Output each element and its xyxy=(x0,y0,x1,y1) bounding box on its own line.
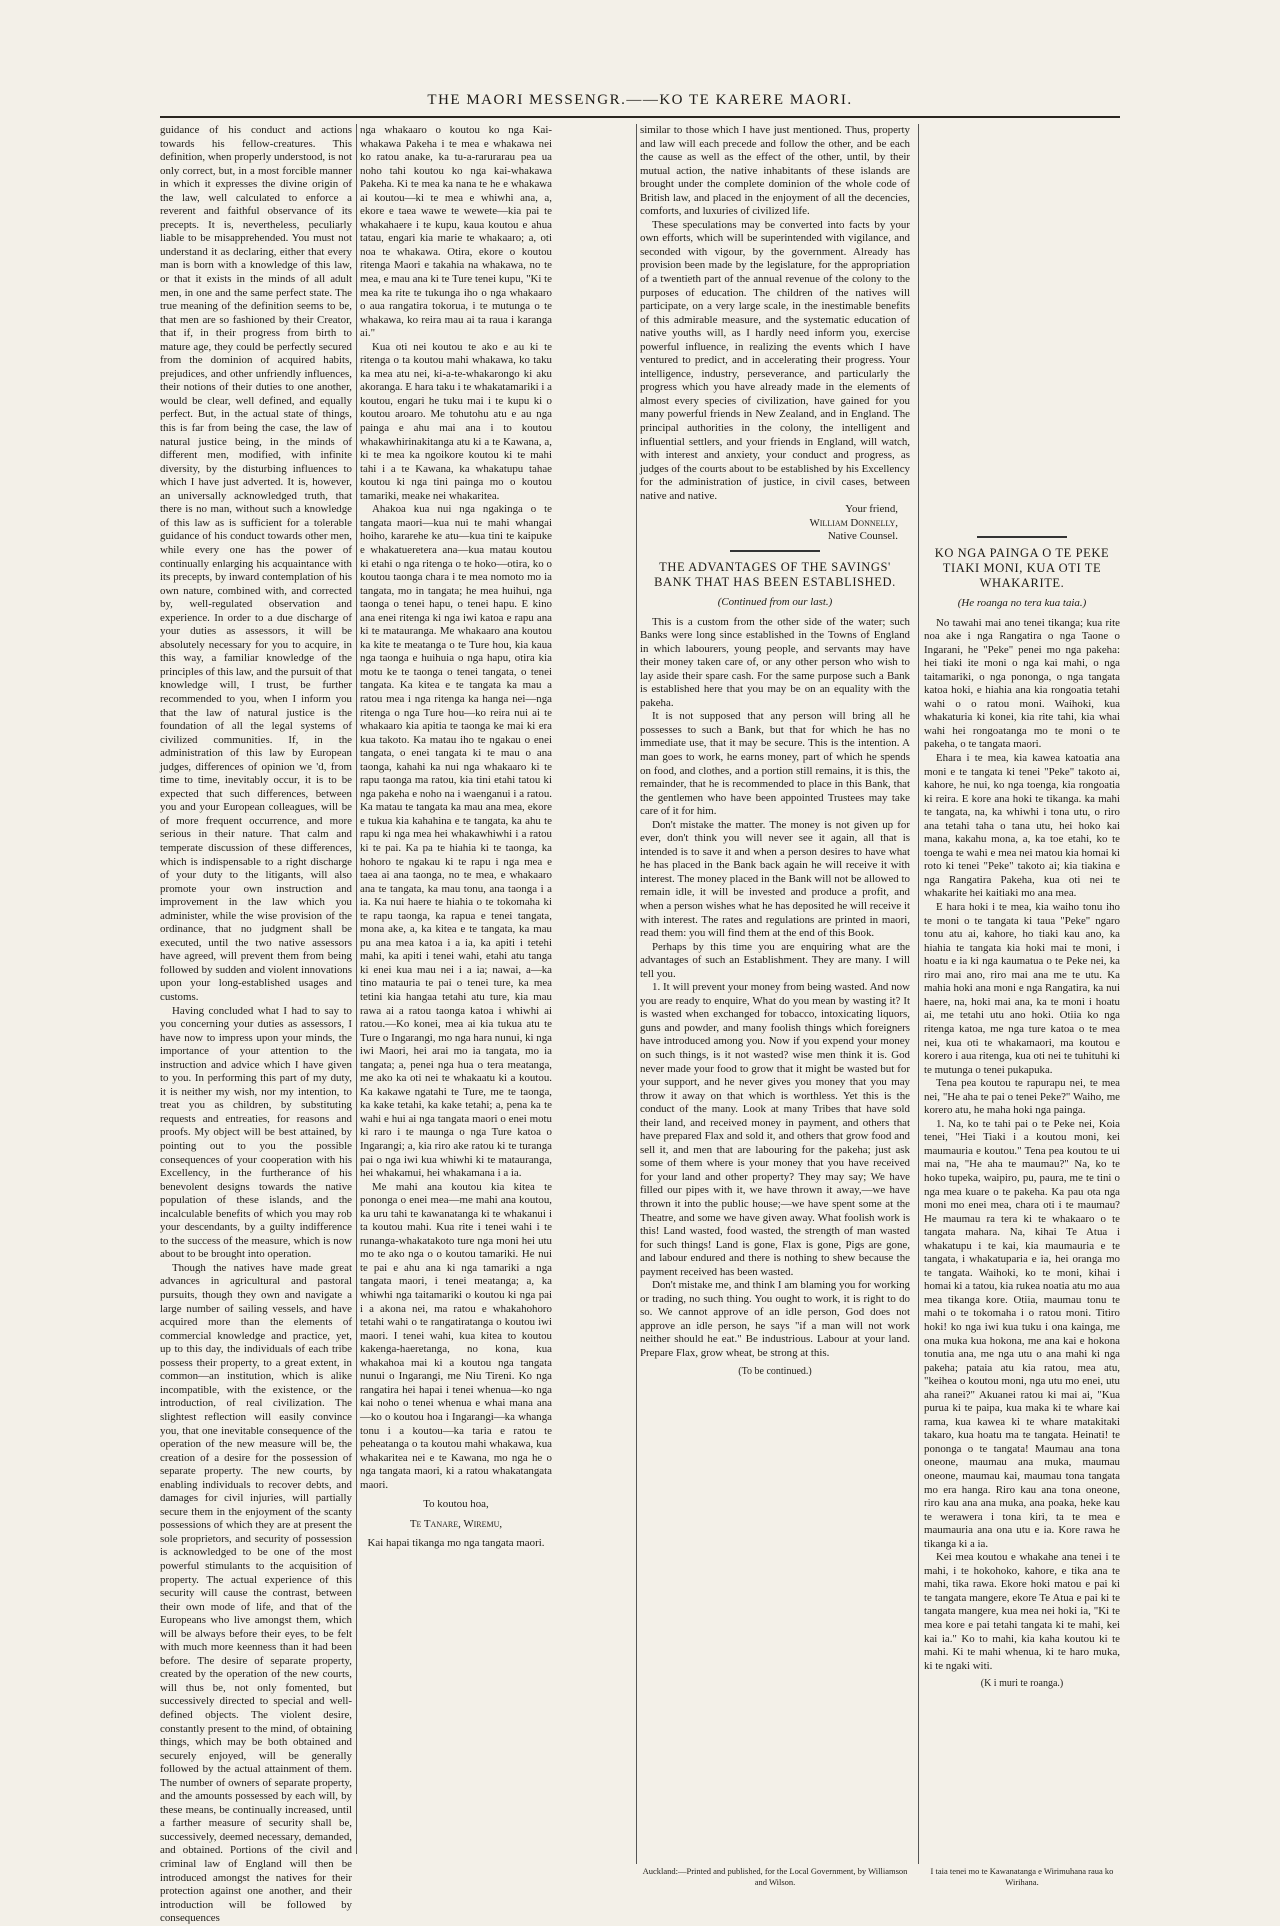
section-subheading: (He roanga no tera kua taia.) xyxy=(957,597,1087,609)
paragraph: similar to those which I have just mentioned. Thus, property and law will each precede and follow the other, and be each the cause as well as the effect of the other, until, by their mutual action, the native inhabitants of these islands are brought under the complete dominion of the whole code of British law, and placed in the enjoyment of all the decencies, comforts, and luxuries of civilized life. xyxy=(640,124,910,218)
masthead: THE MAORI MESSENGR.——KO TE KARERE MAORI. xyxy=(427,92,853,108)
closing: Your friend, xyxy=(845,503,898,516)
section-rule xyxy=(977,536,1067,538)
column-divider xyxy=(636,124,637,1864)
imprint-maori: I taia tenei mo te Kawanatanga e Wirimuhana raua ko Wirihana. xyxy=(930,1866,1114,1887)
paragraph: Kua oti nei koutou te ako e au ki te ritenga o ta koutou mahi whakawa, ko taku ka mea atu nei, ki-a-te-whakarongo ki aku akoranga. E hara taku i te whakatamariki i a koutou, engari he tuku mai i te kupu ki o koutou aroaro. Me tohutohu atu e au nga painga e ahu mai ana i to koutou whakawhirinakitanga atu ki a te Kawana, a, ki te mea ka ngoikore koutou ki te mahi tahi i a te Kawana, ka whakatupu tahae koutou ki nga tini painga mo o koutou tamariki, meake nei whakaritea. xyxy=(360,340,553,502)
section-rule xyxy=(730,550,820,552)
paragraph: 1. It will prevent your money from being wasted. And now you are ready to enquire, What do you mean by wasting it? It is wasted when exchanged for tobacco, intoxicating liquors, guns and powder, and many foolish things which foreigners have introduced among you. Now if you expend your money on such things, is it not wasted? wise men think it is. God never made your food to grow that it might be wasted but for your support, and he never gives you money that you may throw it away on that which is worthless. Yet this is the conduct of the many. Look at many Tribes that have sold their land, and received money in payment, and others that have prepared Flax and sold it, and others that grow food and sell it, and men that are labouring for the pakeha; just ask some of them where is your money that you have received for your land and other property? They may say; We have filled our pipes with it, we have thrown it away,—we have thrown it into the public house;—we have spent some at the Theatre, and some we have given away. What foolish work is this! Land wasted, food wasted, the strength of man wasted for such things! Land is gone, Flax is gone, Pigs are gone, and labour endured and there is nothing to shew because the payment received has been wasted. xyxy=(640,981,910,1278)
paragraph: guidance of his conduct and actions towards his fellow-creatures. This definition, when properly understood, is not only correct, but, in a most forcible manner in which it expresses the divine origin of the law, well calculated to enforce a reverent and faithful observance of its precepts. It is, nevertheless, peculiarly liable to be misapprehended. You must not understand it as declaring, either that every man is born with a knowledge of this law, or that it exists in the minds of all adult men, in one and the same perfect state. The true meaning of the definition seems to be, that men are so fashioned by their Creator, that if, in their progress from birth to mature age, they could be perfectly secured from the dominion of acquired habits, prejudices, and other unfriendly influences, their notions of their duties to one another, would be clear, well defined, and equally perfect. But, in the actual state of things, this is far from being the case, the law of natural justice being, in the minds of different men, modified, with infinite diversity, by the disturbing influences to which I have just adverted. It is, however, an universally acknowledged truth, that there is no man, without such a knowledge of this law as is sufficient for a tolerable guidance of his conduct towards other men, while every one has the power of continually enlarging his acquaintance with its precepts, by inward contemplation of his own nature, combined with, and corrected by, well-regulated observation and experience. In order to a due discharge of your duties as assessors, it will be absolutely necessary for you to acquire, in this way, a familiar knowledge of the principles of this law, and the pursuit of that knowledge will, I trust, be further recommended to you, when I inform you that the law of natural justice is the foundation of all the legal systems of civilized communities. If, in the administration of this law by European judges, differences of opinion we 'd, from time to time, inevitably occur, it is to be expected that such differences, between you and your European colleagues, will be of more frequent occurrence, and more serious in their nature. That calm and temperate discussion of these differences, which is indispensable to a right discharge of your duty to the litigants, will also promote your own instruction and improvement in the law which you administer, while the wise provision of the ordinance, that no judgment shall be executed, until the two native assessors have agreed, will prevent them from being followed by sudden and violent innovations upon your long-established usages and customs. xyxy=(160,124,352,1003)
signatory-role: Native Counsel. xyxy=(827,530,898,543)
paragraph: Me mahi ana koutou kia kitea te pononga o enei mea—me mahi ana koutou, ka uru tahi te kawanatanga ki te whakanui i ta koutou mahi. Kua rite i tenei wahi i te runanga-whakatakoto ture nga moni hei utu mo te ako nga o o koutou tamariki. He nui te pai e ahu ana ki nga tamariki a nga tangata maori, i tenei meatanga; a, ka whiwhi nga taitamariki o koutou ki nga pai i a akona nei, ma ratou e whakahohoro tetahi wahi o te rangatiratanga o koutou iwi maori. I tenei wahi, kua kitea to koutou kakenga-haeretanga, no kona, kua whakahoa mai ki a koutou nga tangata nunui o Ingarangi, me Niu Tireni. Ko nga rangatira hei hapai i tenei whenua—ko nga kai noho o tenei whenua e whai mana ana—ko o koutou hoa i Ingarangi—ka whanga tonu i a koutou—ka taria e ratou te peheatanga o ta koutou mahi whakawa, kua whakaritea nei e te Kawana, mo nga he o nga tangata maori, ki a ratou whakatangata maori. xyxy=(360,1180,552,1491)
imprint-english: Auckland:—Printed and published, for the Local Government, by Williamson and Wilson. xyxy=(642,1866,908,1887)
paragraph: No tawahi mai ano tenei tikanga; kua rite noa ake i nga Rangatira o nga Taone o Ingarani, he "Peke" penei mo nga pakeha: hei tiaki ite moni o nga kai mahi, o nga taitamariki, o nga pononga, o nga tangata katoa hoki, e hiahia ana kia rongoatia tetahi wahi o o ratou moni. Waihoki, kua whakaturia ki konei, kia rite tahi, kia whai wahi hei rongoatanga mo te moni o te pakeha, o te tangata maori. xyxy=(924,616,1120,751)
section-subheading: (Continued from our last.) xyxy=(717,595,833,608)
column-english-address xyxy=(160,124,352,1925)
paragraph: It is not supposed that any person will bring all he possesses to such a Bank, but that for which he has no immediate use, that it may be secure. This is the intention. A man goes to work, he earns money, part of which he spends on food, and clothes, and a portion still remains, it is this, the remainder, that he is recommended to place in this Bank, that the gentlemen who have been appointed Trustees may take care of it for him. xyxy=(640,710,910,818)
paragraph: This is a custom from the other side of the water; such Banks were long since established in the Towns of England in which labourers, young people, and servants may have their money taken care of, or any other person who wish to lay aside their spare cash. For the same purpose such a Bank is established here that you may be on an equality with the pakeha. xyxy=(640,615,910,709)
masthead-rule xyxy=(160,116,1120,118)
paragraph: Ehara i te mea, kia kawea katoatia ana moni e te tangata ki tenei "Peke" takoto ai, kahore, he nui, ko nga toenga, kia rongoatia ki reira. E kore ana hoki te tikanga. ka mahi te tangata, na, ka whiwhi i tona utu, o riro ana tetahi taha o tana utu, hei hoko kai mana, kakahu mona, a, ka toe etahi, ko te toenga te wahi e mea nei matou kia homai ki roto ki tenei "Peke" takoto ai; kia tiakina e nga Rangatira Pakeha, kua oti nei te whakarite hei kaitiaki mo ana mea. xyxy=(924,752,1120,900)
paragraph: These speculations may be converted into facts by your own efforts, which will be superintended with vigilance, and seconded with vigour, by the government. Already has provision been made by the legislature, for the appropriation of a twentieth part of the annual revenue of the colony to the purposes of education. The children of the natives will participate, on a very large scale, in the inestimable benefits of this admirable measure, and the systematic education of native youths will, as I hardly need inform you, exercise powerful influence, in realizing the events which I have ventured to predict, and in accelerating their progress. Your intelligence, industry, perseverance, and particularly the progress which you have already made in the elements of almost every species of civilization, have gained for you many powerful friends in New Zealand, and in England. The principal authorities in the colony, the intelligent and influential settlers, and your friends in England, will watch, with interest and anxiety, your conduct and progress, as judges of the courts about to be established by his Excellency for the administration of justice, in civil cases, between native and native. xyxy=(640,218,910,502)
paragraph: Tena pea koutou te rapurapu nei, te mea nei, "He aha te pai o tenei Peke?" Waiho, me korero atu, he maha hoki nga painga. xyxy=(924,1077,1120,1117)
column-english-savings-bank xyxy=(640,124,910,1824)
signatory: Te Tanare, Wiremu, xyxy=(409,1517,503,1530)
paragraph: Though the natives have made great advances in agricultural and pastoral pursuits, though they own and navigate a large number of sailing vessels, and have acquired more than the elements of commercial knowledge and practice, yet, up to this day, the individuals of each tribe possess their property, to a great extent, in common—an institution, which is alike incompatible, with the existence, or the introduction, of real civilization. The slightest reflection will easily convince you, that one inevitable consequence of the operation of the new measure will be, the creation of a desire for the possession of separate property. The new courts, by enabling individuals to recover debts, and damages for civil injuries, will partially secure them in the enjoyment of the scanty possessions of which they are at present the sole proprietors, and security of possession is acknowledged to be one of the most powerful stimulants to the acquisition of property. The actual experience of this security will cause the contrast, between their own mode of life, and that of the Europeans who live amongst them, which will be always before their eyes, to be felt with much more keenness than it had been before. The desire of separate property, created by the operation of the new courts, will thus be, not only fomented, but successively directed to special and well-defined objects. The violent desire, constantly present to the mind, of obtaining things, which may be both obtained and securely enjoyed, will be generally followed by the actual attainment of them. The number of owners of separate property, and the amounts possessed by each will, by these means, be continually increased, until a farther measure of security shall be, successively, deemed necessary, demanded, and obtained. Portions of the civil and criminal law of England will then be introduced amongst the natives for their protection against one another, and their introduction will be followed by consequences xyxy=(160,1261,352,1925)
section-heading: THE ADVANTAGES OF THE SAVINGS' BANK THAT HAS BEEN ESTABLISHED. xyxy=(654,559,896,589)
section-heading: KO NGA PAINGA O TE PEKE TIAKI MONI, KUA OTI TE WHAKARITE. xyxy=(934,546,1110,590)
paragraph: nga whakaaro o koutou ko nga Kai-whakawa Pakeha i te mea e whakawa nei ko ratou anake, ka tu-a-rarurarau pea ua noho tahi koutou ko nga kai-whakawa Pakeha. Ki te mea ka nana te he e whakawa ai koutou—ki te mea e whiwhi ana, a, ekore e taea wawe te wewete—kia pai te whakahaere i te kupu, kaua koutou e ahua tatau, engari kia marie te whakaaro; a, oti noa te whakawa. Otira, ekore o koutou ritenga Maori e takahia na whakawa, no te mea, e mau ana ki te Ture tenei kupu, "Ki te mea ka rite te tukunga iho o nga whakaaro o aua rangatira tokorua, i te mutunga o te whakawa, ko reira mau ai ta raua i karanga ai." xyxy=(360,124,552,340)
paragraph: Don't mistake me, and think I am blaming you for working or trading, no such thing. You ought to work, it is right to do so. We cannot approve of an idle person, God does not approve an idle person, he says "if a man will not work neither should he eat." Be industrious. Labour at your land. Prepare Flax, grow wheat, be strong at this. xyxy=(640,1279,910,1360)
paragraph: E hara hoki i te mea, kia waiho tonu iho te moni o te tangata ki taua "Peke" ngaro tonu atu ai, kahore, ho tiaki kau ano, ka hiahia te tangata kia hoki mai te moni, i hoatu e ia ki nga kaumatua o te Peke nei, ka riro mai ano, riro mai ana me te utu. Ka mahia hoki ana moni e nga Rangatira, ka nui haere, na, hoki mai ana, ka te moni i hoatu ai, me tetahi utu ano hoki. Otiia ko nga ritenga katoa, me nga ture katoa o te mea nei, kua oti te whakamaori, ma koutou e korero i aua ritenga, kua oti nei te tuhituhi ki te mutunga o tenei pukapuka. xyxy=(924,901,1120,1076)
column-maori-address xyxy=(360,124,553,1550)
signatory: William Donnelly, xyxy=(809,516,898,529)
continued-note: (To be continued.) xyxy=(738,1365,812,1377)
paragraph: Ahakoa kua nui nga ngakinga o te tangata maori—kua nui te mahi whangai hoiho, kararehe ke atu—kua tini te kaipuke e whakatueretera ana—kua matau koutou ki etahi o nga ritenga o te hoko—otira, ko o koutou taonga chara i te mea nomoto mo ia tangata, mo in tangata; he mea huihui, nga taonga o tenei hapu, o tenei hapu. E kino ana enei ritenga ki nga iwi katoa e rapu ana ki te matauranga. Me whakaaro ana koutou ka kite te meatanga o te Ture hou, kia kaua nga taonga e huihuia o nga hapu, otira kia motu ke te taonga o tenei tangata, o tenei tangata. Ka kitea e te tangata ka mau a ratou mea i nga ritenga ka hanga nei—nga ritenga o nga Ture hou—ko reira nui ai te whakaaro kia apitia te taonga ke mai ki era kua takoto. Ka matau iho te ngakau o enei tangata, o enei tangata ki te mau o ana taonga, kahahi ka nui nga whakaaro ki te rapu taonga ma ratou, kia tini etahi tatou ki nga pakeha e noho na i waenganui i a ratou. Ka matau te tangata ka mau ana mea, ekore e tukua kia kahahina e te tangata, ka ahu te rapu ki nga mea hei whakawhiwhi i a ratou ki te pai. Ka pa te hiahia ki te taonga, ka hohoro te ngakau ki te rapu i nga mea e taea ai ana taonga, no te mea, e whakaaro ana te tangata, ka mau tonu, ana taonga i a ia. Ka nui haere te hiahia o te tokomaha ki te rapu taonga, ka rapua e tenei tangata, mona ake, a, ka kitea e te tangata, ka mau pu ana mea katoa i a ia, ka apiti i tetehi mahi, ka apiti i tenei wahi, etahi atu tanga ki enei kua mau nei i a ia; nawai, a—ka tino matauria te pai o tenei ture, ka mea tetini kia hangaa tetahi atu ture, kia mau rawa ai a ratou taonga katoa i whiwhi ai ratou.—Ko konei, mea ai kia tukua atu te Ture o Ingarangi, mo nga hara nunui, ki nga iwi Maori, hei arai mo ia tangata, mo ia tangata; a, penei nga hua o tera meatanga, me ako ka oti nei te whakaatu ki a koutou. Ka kakawe ngatahi te Ture, me te taonga, ka kake tetahi, ka kake tetahi; a, pena ka te wahi e hui ai nga tangata maori o enei motu ki raro i te maunga o nga Ture katoa o Ingarangi; a, kia riro ake ratou ki te turanga pai o nga iwi kua whiwhi ki te matauranga, hei whakamui, hei whakamana i a ia. xyxy=(360,503,552,1180)
paragraph: Kei mea koutou e whakahe ana tenei i te mahi, i te hokohoko, kahore, e tika ana te mahi, tika rawa. Ekore hoki matou e pai ki te tangata mangere, ekore Te Atua e pai ki te tangata mangere, kua mea nei hoki ia, "Ki te mea kore e pai tetahi tangata ki te mahi, kei kai ia." Ko to mahi, kia kaha koutou ki te mahi. Ki te mahi whenua, ki te haro muka, ki te ngaki witi. xyxy=(924,1551,1120,1672)
column-maori-savings-bank xyxy=(924,536,1120,1836)
paragraph: Having concluded what I had to say to you concerning your duties as assessors, I have now to impress upon your minds, the importance of your attention to the instruction and advice which I have given to you. In performing this part of my duty, it is neither my wish, nor my intention, to treat you as children, by substituting requests and entreaties, for reasons and proofs. My object will be best attained, by pointing out to you the possible consequences of your cooperation with his Excellency, in the furtherance of his benevolent designs towards the native population of these islands, and the incalculable benefits of which you may rob your descendants, by a guilty indifference to the success of the measure, which is now about to be brought into operation. xyxy=(160,1004,352,1261)
signatory-role: Kai hapai tikanga mo nga tangata maori. xyxy=(367,1537,545,1550)
closing: To koutou hoa, xyxy=(423,1498,489,1511)
continued-note: (K i muri te roanga.) xyxy=(980,1678,1064,1690)
column-divider xyxy=(356,124,357,1854)
paragraph: Don't mistake the matter. The money is not given up for ever, don't think you will never see it again, all that is intended is to save it and when a person desires to have what he has placed in the Bank back again he will receive it with interest. The money placed in the Bank will not be allowed to remain idle, it will be invested and produce a profit, and when a person wishes what he has deposited he will receive it with interest. The rates and regulations are printed in maori, read them: you will find them at the end of this Book. xyxy=(640,818,910,940)
paragraph: 1. Na, ko te tahi pai o te Peke nei, Koia tenei, "Hei Tiaki i a koutou moni, kei maumauria e koutou." Tena pea koutou te ui mai na, "He aha te maumau?" Na, ko te hoko tupeka, waipiro, pu, paura, me te tini o nga mea kuare o te pakeha. Ka pau ota nga moni mo enei mea, chara oti i te maumau? He maumau ra tera ki te whakaaro o te tangata mahara. Na, kihai Te Atua i whakatupu i te kai, kia maumauria e te tangata, i whakatuparia e ia, hei oranga mo te tangata. Waihoki, ko te moni, kihai i homai ki a tatou, kia rukea noatia atu mo aua mea tikanga kore. Otiia, maumau tonu te mahi o te tokomaha i o ratou moni. Titiro hoki! ko nga iwi kua tuku i ona kainga, me ona muka kua hokona, me ana kai e hokona tonutia ana, me nga utu o ana mahi ki nga pakeha; pataia atu kia ratou, mea atu, "keihea o koutou moni, nga utu mo enei, utu aha ranei?" Akuanei ratou ki mai ai, "Kua purua ki te paipa, kua maka ki te whare kai rama, kua kawea ki te whare matakitaki takaro, kua hoatu ma te tangata. Heinati! te pononga o te tangata! Maumau ana tona oneone, maumau ana muka, maumau oneone, maumau kai, maumau tona tangata mo era hanga. Riro kau ana tona oneone, riro kau ana ana muka, ana poaka, heke kau te werawera i tona kiri, ta te mea e maumauria ana ona utu e ia. Kore rawa he tikanga ki a ia. xyxy=(924,1117,1120,1550)
column-divider xyxy=(918,124,919,1864)
paragraph: Perhaps by this time you are enquiring what are the advantages of such an Establishment. They are many. I will tell you. xyxy=(640,940,910,980)
